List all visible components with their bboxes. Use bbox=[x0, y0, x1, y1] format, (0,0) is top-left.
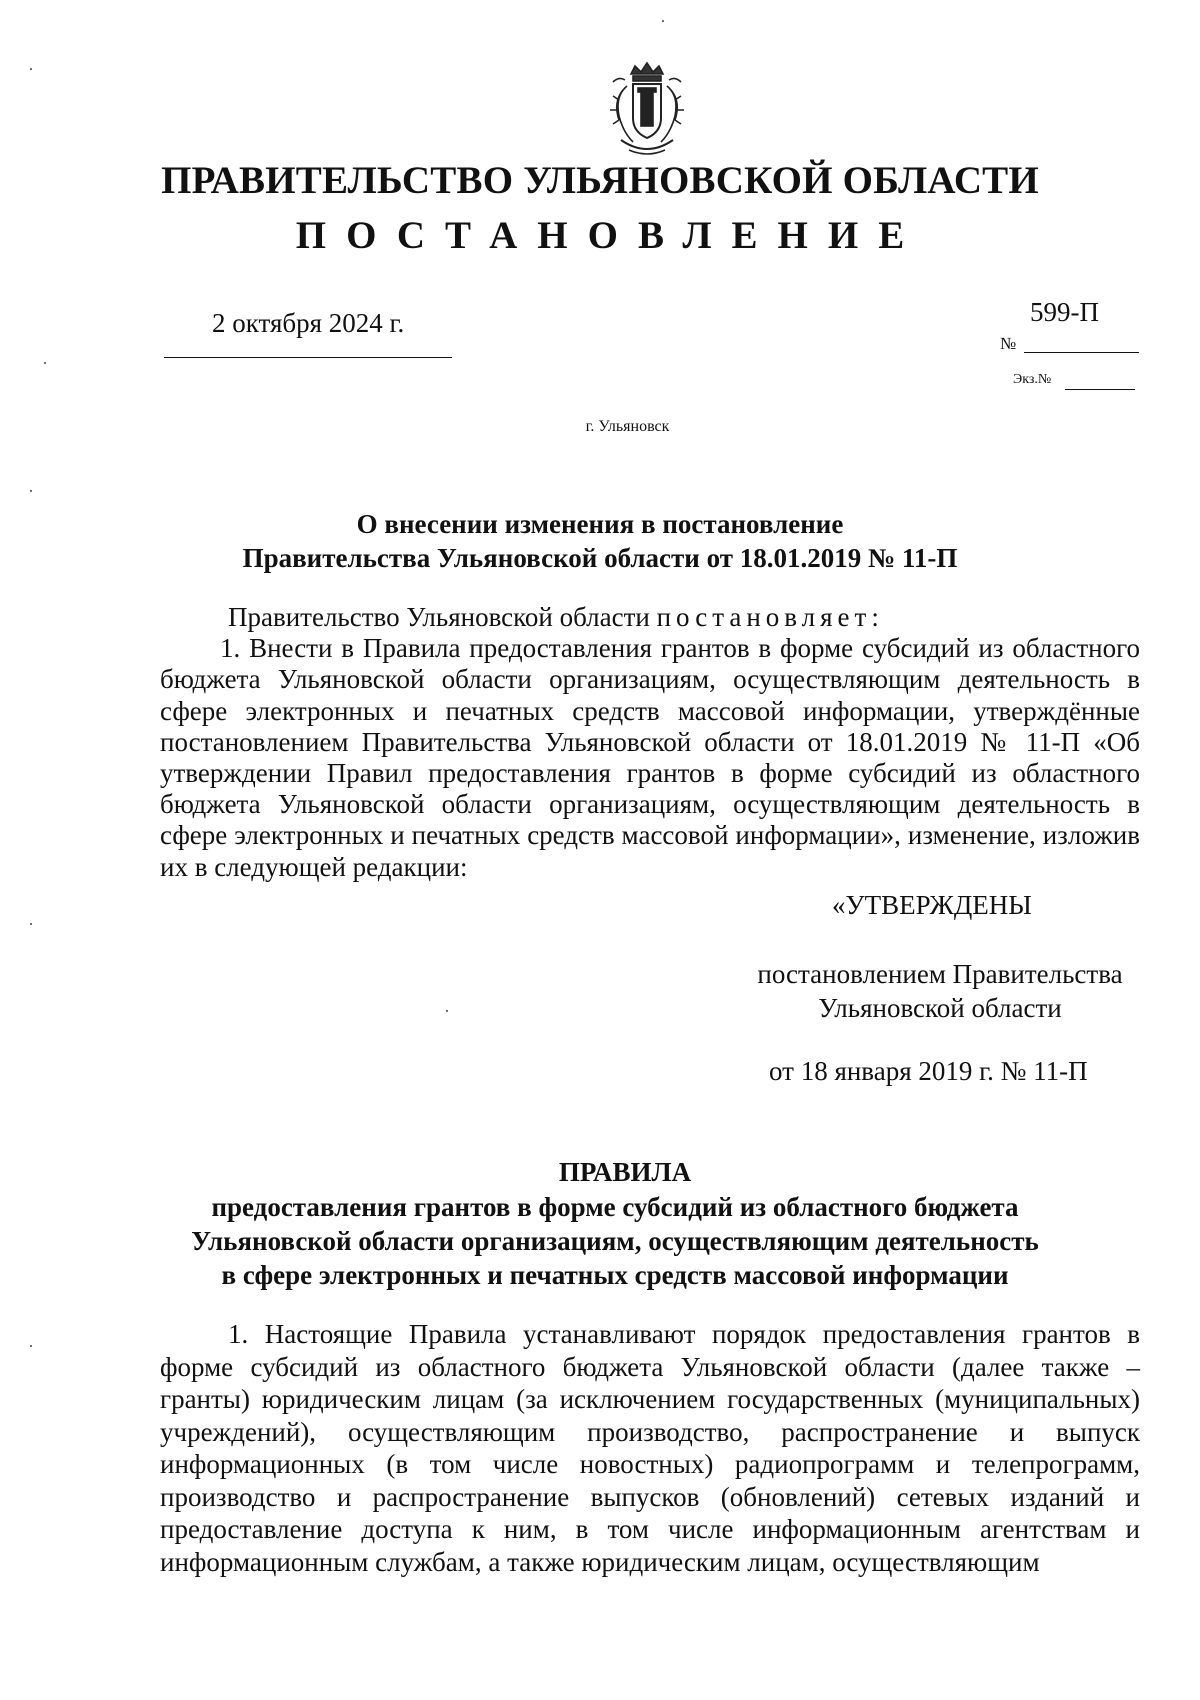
scan-speck bbox=[30, 923, 32, 925]
scan-speck bbox=[30, 1345, 32, 1347]
preamble-text: Правительство Ульяновской области bbox=[228, 602, 650, 632]
subject-line-2: Правительства Ульяновской области от 18.01.2019 № 11-П bbox=[242, 543, 958, 573]
number-underline bbox=[1024, 352, 1139, 353]
government-title: ПРАВИТЕЛЬСТВО УЛЬЯНОВСКОЙ ОБЛАСТИ bbox=[161, 159, 1039, 202]
rules-subtitle-line-2: Ульяновской области организациям, осуществляющим деятельность bbox=[191, 1226, 1039, 1256]
scan-speck bbox=[30, 68, 32, 70]
approval-authority bbox=[700, 957, 1180, 1025]
rules-body bbox=[160, 1318, 1140, 1578]
rules-paragraph-1: 1. Настоящие Правила устанавливают порядок предоставления грантов в форме субсидий из областного бюджета Ульяновской области (далее также – гранты) юридическим лицам (за исключением государственных (муниципальных) учреждений), осуществляющим производство, распространение и выпуск информационных (в том числе новостных) радиопрограмм и телепрограмм, производство и распространение выпусков (обновлений) сетевых изданий и предоставление доступа к ним, в том числе информационным агентствам и информационным службам, а также юридическим лицам, осуществляющим bbox=[160, 1319, 1140, 1577]
scan-speck bbox=[30, 490, 32, 492]
rules-subtitle-line-3: в сфере электронных и печатных средств массовой информации bbox=[221, 1260, 1009, 1290]
scan-speck bbox=[662, 20, 664, 22]
subject-line-1: О внесении изменения в постановление bbox=[356, 509, 844, 539]
preamble-verb: постановляет: bbox=[656, 602, 884, 632]
document-date: 2 октября 2024 г. bbox=[212, 308, 405, 338]
item-1-paragraph: 1. Внести в Правила предоставления грантов в форме субсидий из областного бюджета Ульяновской области организациям, осуществляющим деятельность в сфере электронных и печатных средств массовой информации, утверждённые постановлением Правительства Ульяновской области от 18.01.2019 № 11-П «Об утверждении Правил предоставления грантов в форме субсидий из областного бюджета Ульяновской области организациям, осуществляющим деятельность в сфере электронных и печатных средств массовой информации», изменение, изложив их в следующей редакции: bbox=[160, 633, 1140, 882]
rules-subtitle-line-1: предоставления грантов в форме субсидий из областного бюджета bbox=[211, 1192, 1019, 1222]
scan-speck bbox=[446, 1010, 448, 1012]
document-subject bbox=[0, 507, 1200, 575]
approval-authority-line-1: постановлением Правительства bbox=[757, 959, 1123, 989]
approval-date: от 18 января 2019 г. № 11-П bbox=[769, 1056, 1088, 1086]
copy-number-underline bbox=[1065, 389, 1135, 390]
rules-subtitle bbox=[0, 1190, 1200, 1292]
date-underline bbox=[164, 357, 452, 358]
main-body bbox=[160, 602, 1140, 883]
copy-number-label: Экз.№ bbox=[1013, 372, 1052, 387]
approval-stamp: «УТВЕРЖДЕНЫ bbox=[832, 890, 1032, 920]
preamble bbox=[160, 602, 1140, 633]
city-name: г. Ульяновск bbox=[585, 418, 670, 435]
number-label: № bbox=[1000, 334, 1017, 353]
scan-speck bbox=[44, 362, 46, 364]
coat-of-arms-icon bbox=[601, 60, 693, 162]
document-type-title: ПОСТАНОВЛЕНИЕ bbox=[295, 214, 925, 257]
approval-authority-line-2: Ульяновской области bbox=[818, 993, 1062, 1023]
rules-title: ПРАВИЛА bbox=[558, 1157, 692, 1187]
document-number: 599-П bbox=[1030, 297, 1099, 327]
